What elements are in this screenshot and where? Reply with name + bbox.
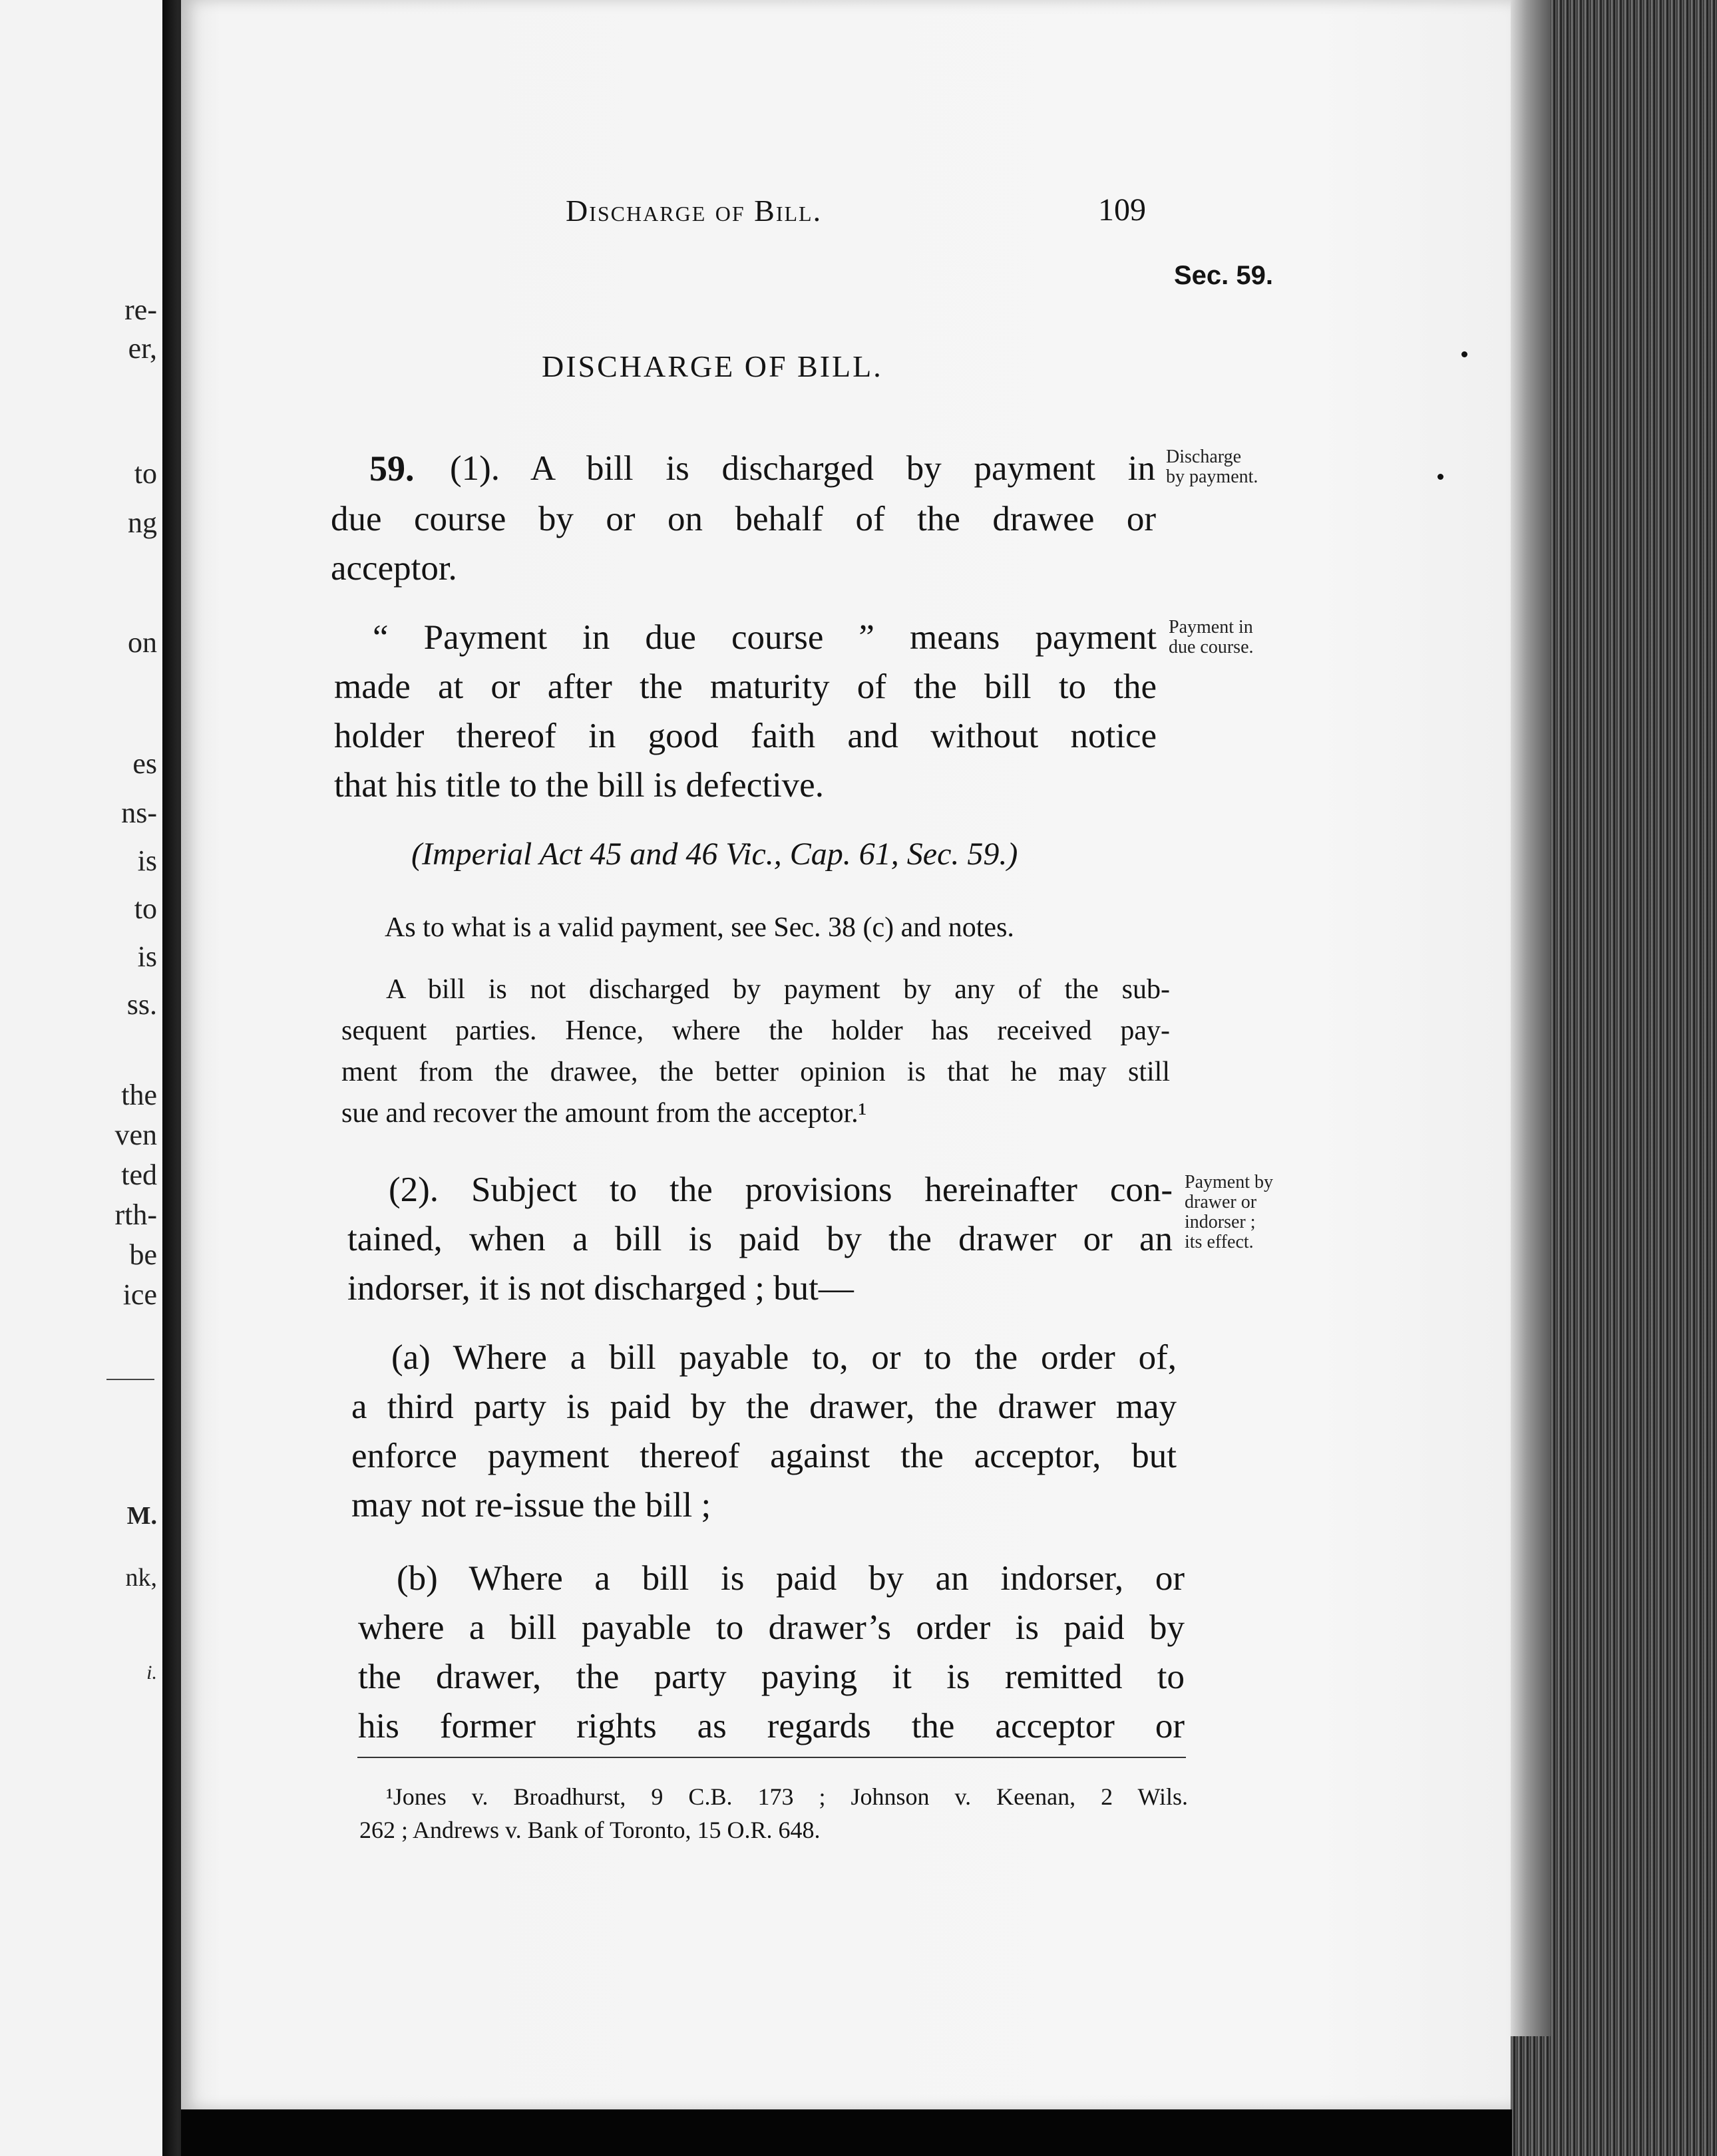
left-fragment: ven [114,1119,157,1151]
left-fragment: ss. [126,988,157,1021]
footnote-line: 262 ; Andrews v. Bank of Toronto, 15 O.R. 648. [359,1817,821,1843]
marginal-note-line: its effect. [1185,1232,1254,1252]
left-fragment: er, [128,332,157,365]
left-fragment: ice [122,1278,157,1311]
left-fragment: re- [124,293,157,326]
left-facing-page [0,0,162,2156]
left-fragment: to [134,892,157,925]
left-fragment: is [137,844,157,877]
body-line: “ Payment in due course ” means payment [373,618,1157,657]
section-heading: DISCHARGE OF BILL. [542,349,883,383]
body-line: that his title to the bill is defective. [334,766,824,805]
left-fragment: ted [121,1159,157,1191]
body-line: enforce payment thereof against the acceptor, but [351,1437,1177,1475]
marginal-note-line: by payment. [1166,466,1258,487]
left-fragment: rth- [114,1198,157,1231]
body-line: made at or after the maturity of the bill to the [334,667,1157,706]
left-fragment: nk, [125,1564,157,1592]
body-line: tained, when a bill is paid by the drawer or an [347,1220,1173,1258]
marginal-note [1185,1172,1273,1252]
note-line: As to what is a valid payment, see Sec. 38 (c) and notes. [385,912,1014,943]
note-line: ment from the drawee, the better opinion is that he may still [341,1057,1170,1087]
left-footnote-rule [106,1379,154,1380]
page-number: 109 [1098,192,1146,228]
bottom-shadow [181,2109,1512,2156]
marginal-note-line: drawer or [1185,1192,1257,1212]
body-line: (1). A bill is discharged by payment in [450,449,1155,488]
note-line: A bill is not discharged by payment by any of the sub- [386,974,1170,1005]
marginal-note [1166,447,1258,487]
left-fragment: be [129,1238,157,1271]
left-fragment: es [132,747,157,780]
speck [1437,474,1443,480]
left-fragment: to [134,457,157,490]
citation: (Imperial Act 45 and 46 Vic., Cap. 61, Sec. 59.) [411,836,1018,872]
left-fragment: is [137,940,157,973]
body-line: indorser, it is not discharged ; but— [347,1269,854,1308]
marginal-note [1169,618,1254,657]
left-fragment: ng [128,506,157,539]
marginal-note-line: indorser ; [1185,1212,1256,1232]
body-line: due course by or on behalf of the drawee or [331,500,1156,538]
body-line: a third party is paid by the drawer, the drawer may [351,1387,1177,1426]
body-line: (b) Where a bill is paid by an indorser, or [397,1559,1185,1598]
body-line: (2). Subject to the provisions hereinafter con- [389,1170,1173,1209]
note-line: sequent parties. Hence, where the holder has received pay- [341,1015,1170,1046]
footnote-line: ¹Jones v. Broadhurst, 9 C.B. 173 ; Johnson v. Keenan, 2 Wils. [386,1783,1188,1810]
left-fragment: ns- [121,797,157,829]
speck [1461,351,1467,357]
left-fragment: i. [146,1662,157,1684]
body-line: may not re-issue the bill ; [351,1486,711,1525]
body-line: where a bill payable to drawer’s order is paid by [358,1608,1185,1647]
running-head: Discharge of Bill. [566,194,823,228]
page-edge-highlight [1511,0,1551,2036]
marginal-note-line: Payment in [1169,617,1253,637]
marginal-note-line: due course. [1169,637,1254,657]
marginal-note-line: Payment by [1185,1172,1273,1192]
section-number: 59. [369,449,415,488]
left-fragment: the [121,1079,157,1111]
left-fragment: M. [126,1502,157,1530]
footnote-rule [357,1757,1186,1758]
body-line: his former rights as regards the acceptor or [358,1707,1185,1745]
section-label: Sec. 59. [1174,261,1274,290]
body-line: (a) Where a bill payable to, or to the order of, [391,1338,1177,1377]
marginal-note-line: Discharge [1166,447,1241,467]
body-line: the drawer, the party paying it is remitted to [358,1658,1185,1696]
body-line: acceptor. [331,549,457,588]
body-line: holder thereof in good faith and without notice [334,717,1157,755]
note-line: sue and recover the amount from the acceptor.¹ [341,1098,867,1129]
left-fragment: on [128,626,157,659]
